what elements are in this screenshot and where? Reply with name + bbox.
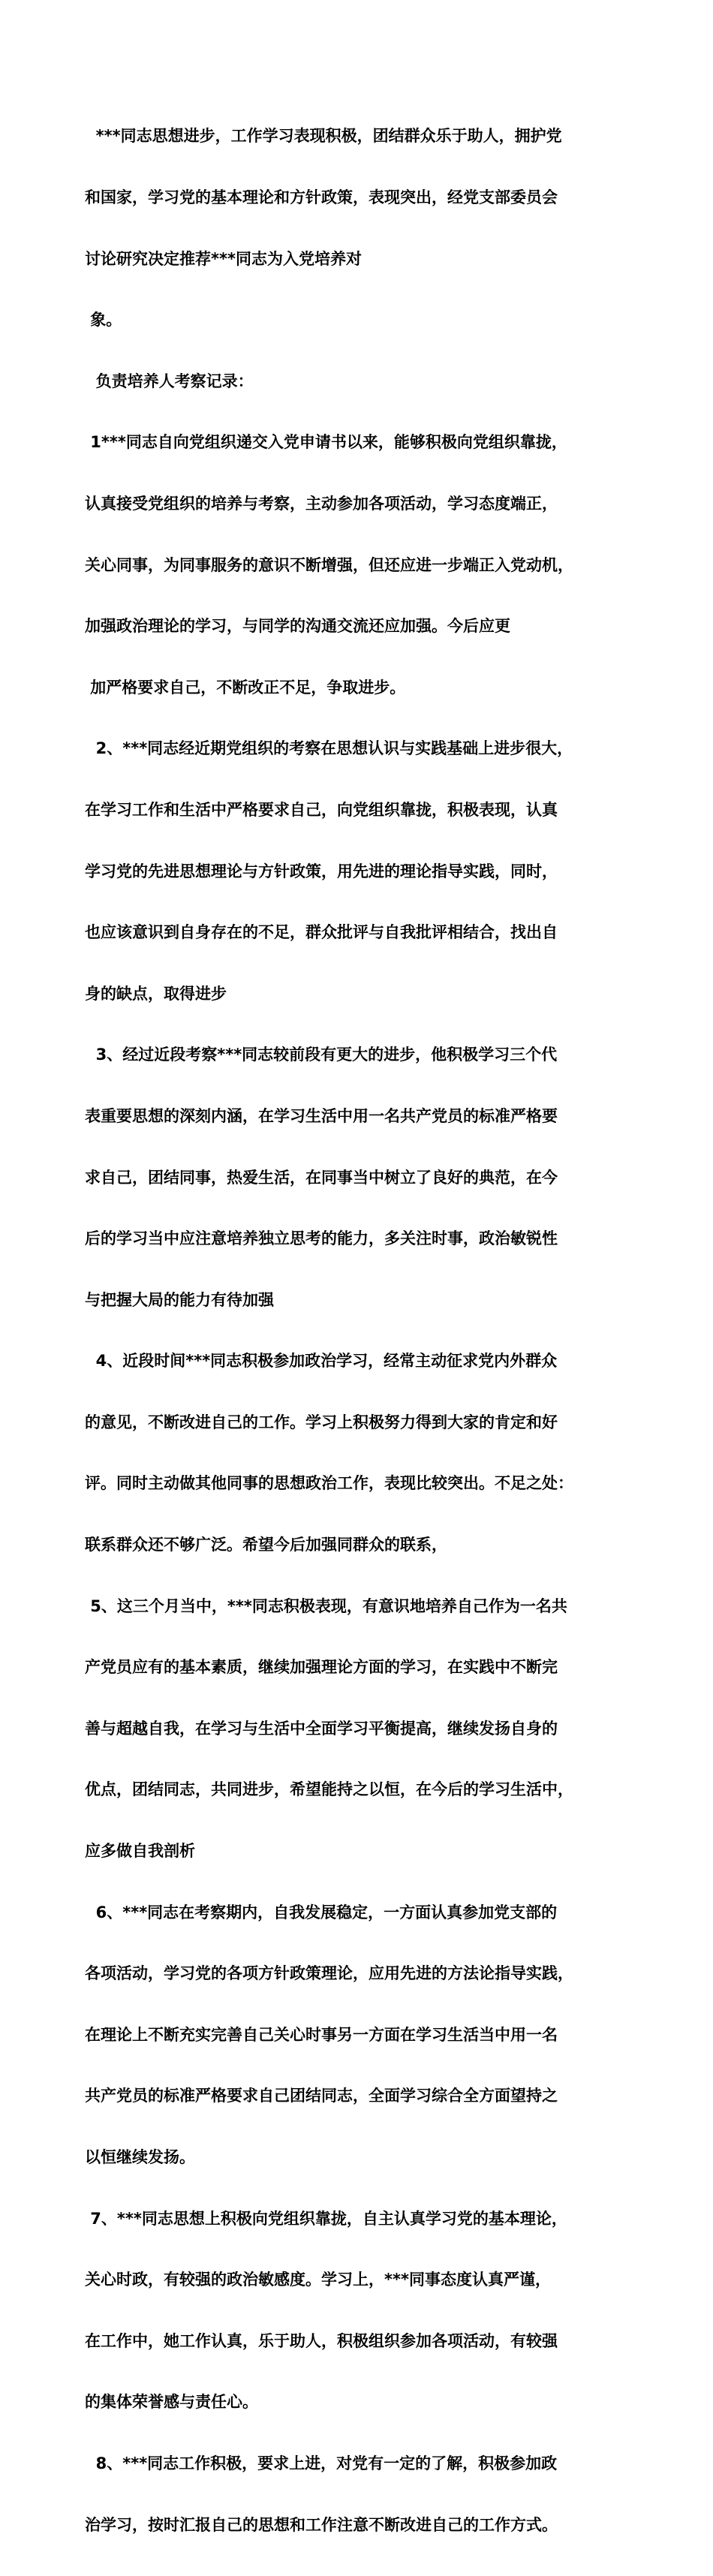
text-line: 1***同志自向党组织递交入党申请书以来，能够积极向党组织靠拢， — [85, 433, 567, 452]
text-line: 后的学习当中应注意培养独立思考的能力，多关注时事，政治敏锐性 — [85, 1229, 558, 1248]
text-line: 善与超越自我，在学习与生活中全面学习平衡提高，继续发扬自身的 — [85, 1719, 558, 1738]
text-line: 的意见，不断改进自己的工作。学习上积极努力得到大家的肯定和好 — [85, 1413, 558, 1431]
text-line: 在工作中，她工作认真，乐于助人，积极组织参加各项活动，有较强 — [85, 2331, 558, 2350]
section-heading: 负责培养人考察记录： — [85, 372, 254, 390]
text-line: 应多做自我剖析 — [85, 1842, 195, 1861]
text-line: 象。 — [85, 311, 122, 330]
text-line: 加严格要求自己，不断改正不足，争取进步。 — [85, 678, 406, 697]
text-line: 在理论上不断充实完善自己关心时事另一方面在学习生活当中用一名 — [85, 2025, 558, 2044]
text-line: 关心时政，有较强的政治敏感度。学习上，***同事态度认真严谨， — [85, 2271, 551, 2289]
text-line: ***同志思想进步，工作学习表现积极，团结群众乐于助人，拥护党 — [85, 127, 562, 146]
text-line: 联系群众还不够广泛。希望今后加强同群众的联系， — [85, 1536, 447, 1554]
text-line: 加强政治理论的学习，与同学的沟通交流还应加强。今后应更 — [85, 617, 510, 636]
text-line: 也应该意识到自身存在的不足，群众批评与自我批评相结合，找出自 — [85, 923, 558, 942]
text-line: 学习党的先进思想理论与方针政策，用先进的理论指导实践，同时， — [85, 862, 558, 880]
text-line: 2、***同志经近期党组织的考察在思想认识与实践基础上进步很大， — [85, 739, 573, 758]
text-line: 和国家，学习党的基本理论和方针政策，表现突出，经党支部委员会 — [85, 188, 558, 206]
text-line: 身的缺点，取得进步 — [85, 984, 227, 1003]
text-line: 共产党员的标准严格要求自己团结同志，全面学习综合全方面望持之 — [85, 2087, 558, 2105]
text-line: 3、经过近段考察***同志较前段有更大的进步，他积极学习三个代 — [85, 1046, 558, 1064]
text-line: 讨论研究决定推荐***同志为入党培养对 — [85, 249, 362, 268]
text-line: 8、***同志工作积极，要求上进，对党有一定的了解，积极参加政 — [85, 2454, 558, 2472]
text-line: 表重要思想的深刻内涵，在学习生活中用一名共产党员的标准严格要 — [85, 1106, 558, 1125]
text-line: 在学习工作和生活中严格要求自己，向党组织靠拢，积极表现，认真 — [85, 800, 558, 819]
text-line: 评。同时主动做其他同事的思想政治工作，表现比较突出。不足之处： — [85, 1474, 573, 1493]
text-line: 优点，团结同志，共同进步，希望能持之以恒，在今后的学习生活中， — [85, 1780, 573, 1799]
text-line: 治学习，按时汇报自己的思想和工作注意不断改进自己的工作方式。 — [85, 2515, 558, 2534]
text-line: 与把握大局的能力有待加强 — [85, 1290, 274, 1309]
text-line: 求自己，团结同事，热爱生活，在同事当中树立了良好的典范，在今 — [85, 1168, 558, 1187]
text-line: 4、近段时间***同志积极参加政治学习，经常主动征求党内外群众 — [85, 1352, 558, 1371]
text-line: 各项活动，学习党的各项方针政策理论，应用先进的方法论指导实践， — [85, 1964, 573, 1983]
text-line: 认真接受党组织的培养与考察，主动参加各项活动，学习态度端正， — [85, 494, 558, 513]
text-line: 以恒继续发扬。 — [85, 2148, 195, 2166]
text-line: 的集体荣誉感与责任心。 — [85, 2393, 258, 2412]
text-line: 5、这三个月当中，***同志积极表现，有意识地培养自己作为一名共 — [85, 1596, 567, 1615]
text-line: 6、***同志在考察期内，自我发展稳定，一方面认真参加党支部的 — [85, 1903, 558, 1921]
text-line: 关心同事，为同事服务的意识不断增强，但还应进一步端正入党动机， — [85, 555, 573, 574]
document-body — [85, 86, 640, 2576]
text-line: 7、***同志思想上积极向党组织靠拢，自主认真学习党的基本理论， — [85, 2209, 567, 2228]
text-line: 产党员应有的基本素质，继续加强理论方面的学习，在实践中不断完 — [85, 1658, 558, 1677]
